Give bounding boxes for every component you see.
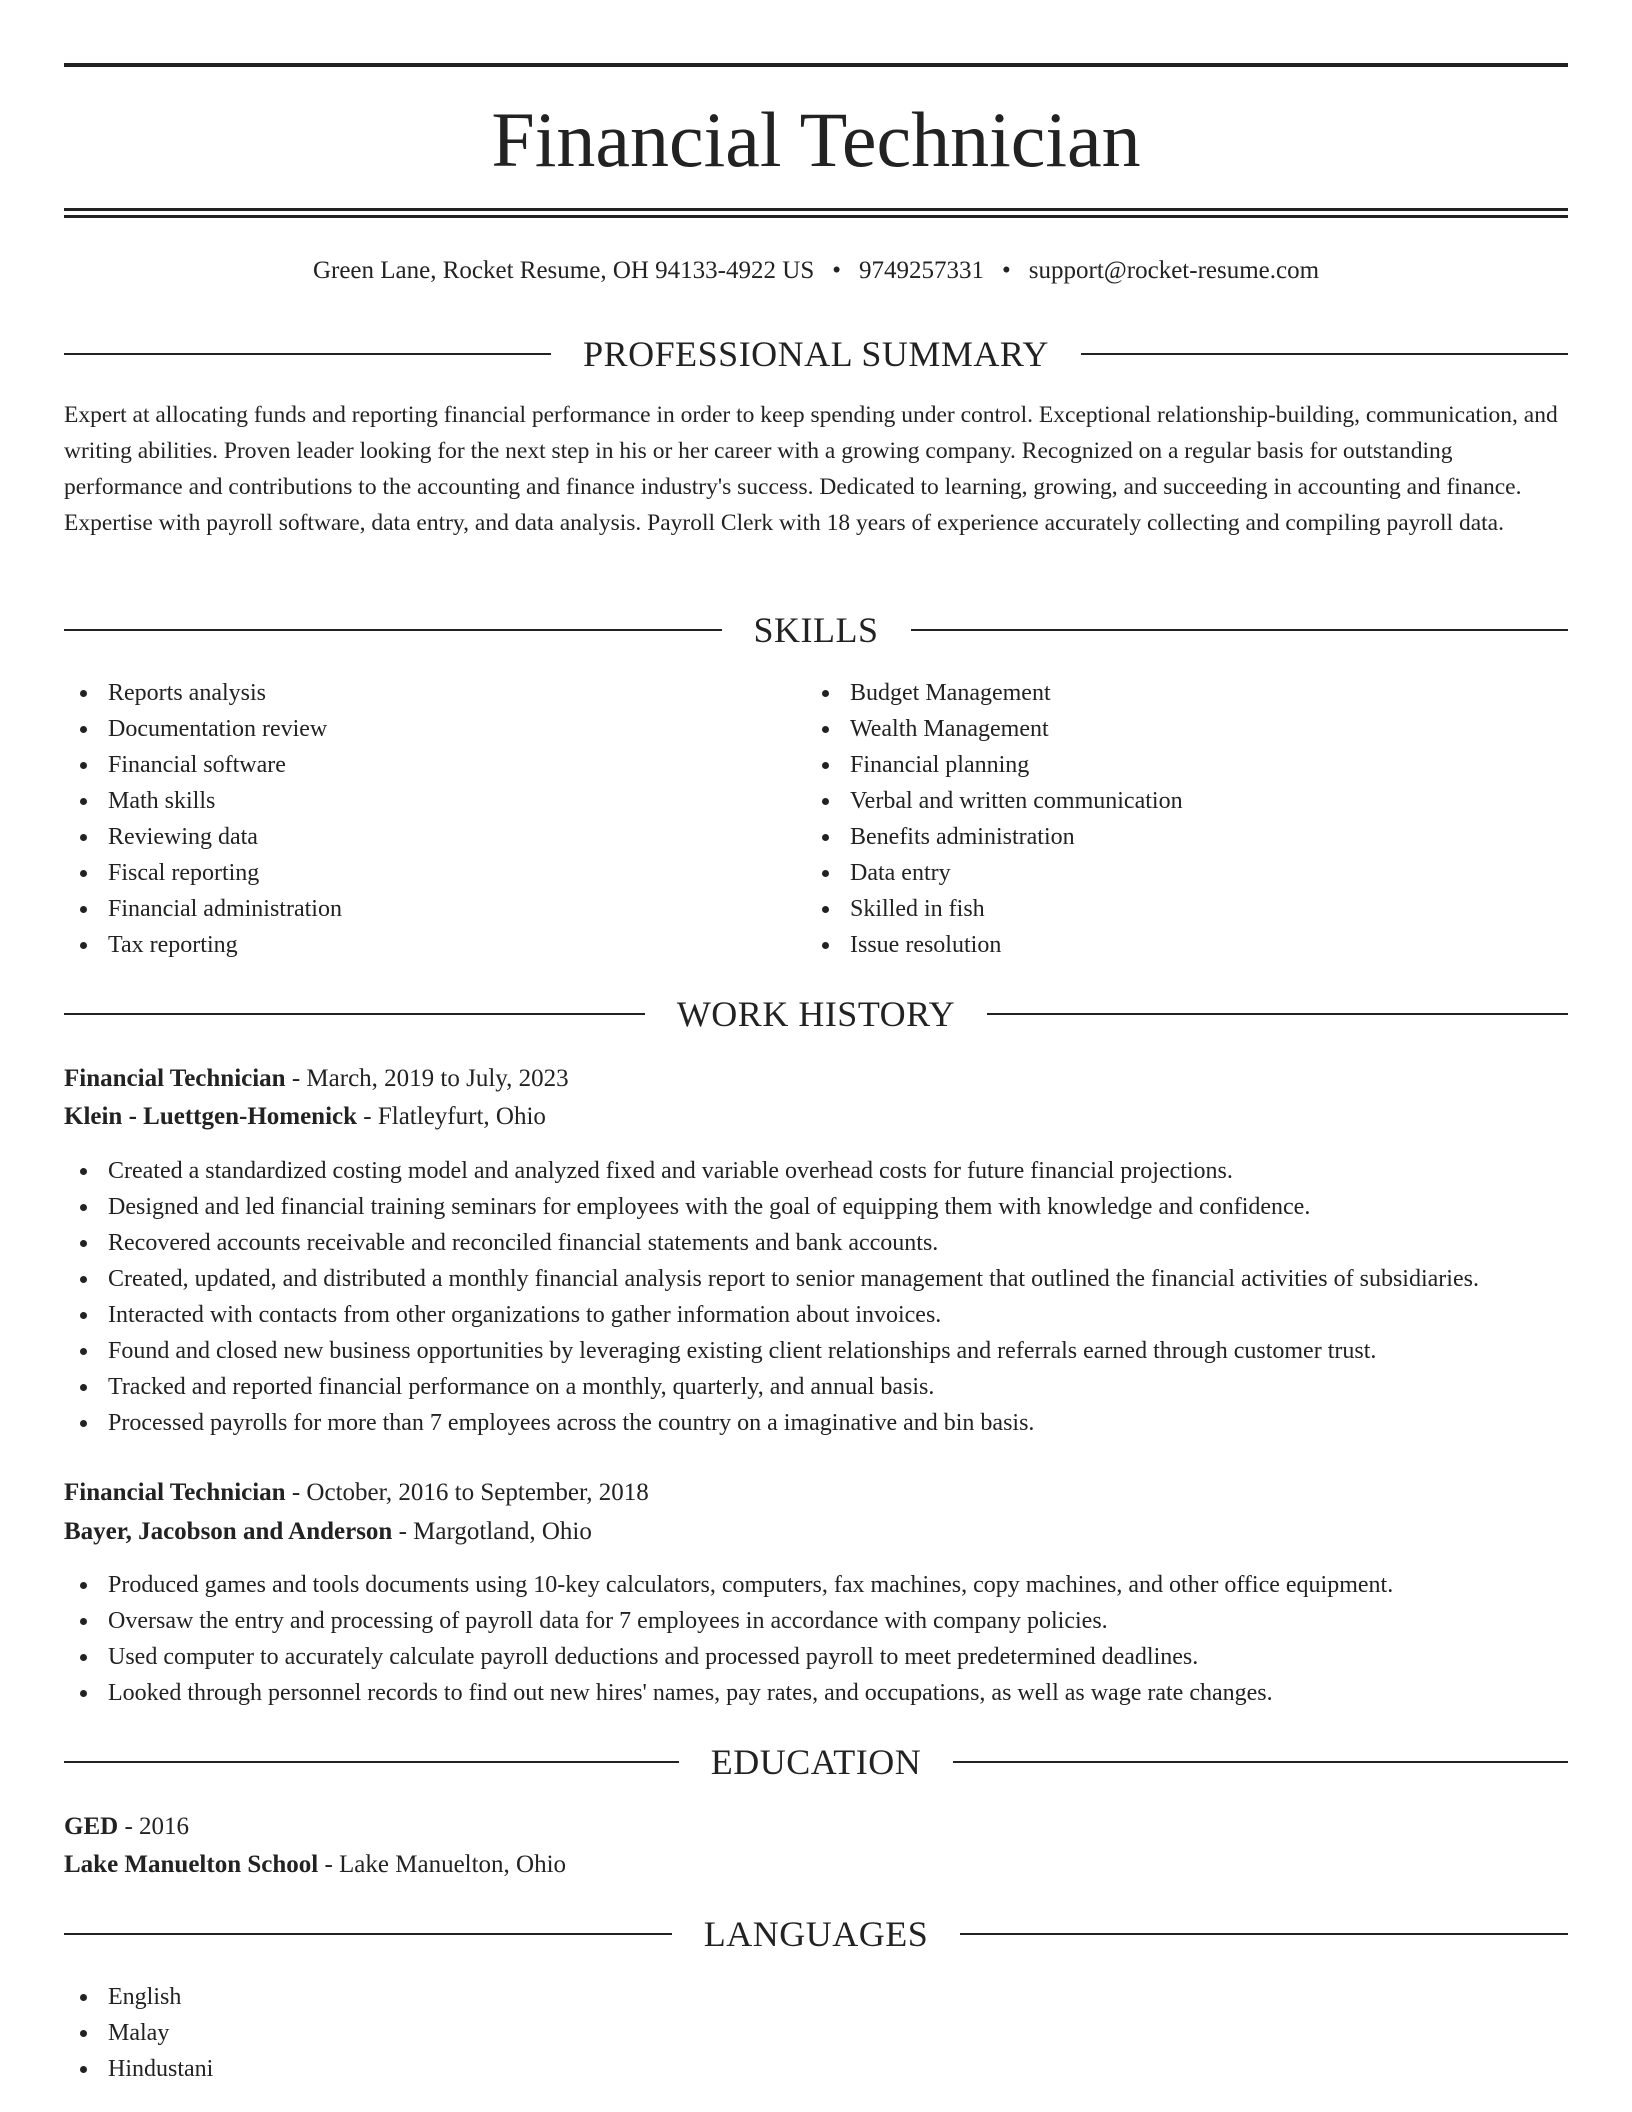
contact-separator: • — [1002, 257, 1011, 284]
job-company: Klein - Luettgen-Homenick — [64, 1103, 358, 1130]
job-bullet: Processed payrolls for more than 7 employees across the country on a imaginative and bin basis. — [64, 1405, 1568, 1441]
languages-title: LANGUAGES — [703, 1914, 929, 1954]
heading-rule-right — [960, 1933, 1568, 1935]
heading-rule-left — [64, 629, 722, 631]
education-degree: GED — [64, 1813, 119, 1840]
contact-phone: 9749257331 — [859, 257, 984, 284]
education-school: Lake Manuelton School — [64, 1851, 319, 1878]
education-title: EDUCATION — [710, 1742, 922, 1782]
skills-heading — [64, 606, 1568, 654]
job-title-line — [64, 1474, 1568, 1512]
job-bullet: Oversaw the entry and processing of payroll data for 7 employees in accordance with company policies. — [64, 1603, 1568, 1639]
skill-item: Reviewing data — [64, 819, 342, 855]
languages-heading — [64, 1910, 1568, 1958]
contact-address: Green Lane, Rocket Resume, OH 94133-4922 US — [312, 257, 815, 284]
top-rule — [64, 63, 1568, 67]
skill-item: Financial software — [64, 747, 342, 783]
languages-list — [64, 1979, 1568, 2087]
contact-line — [64, 253, 1568, 289]
skill-item: Issue resolution — [806, 927, 1183, 963]
work-title: WORK HISTORY — [676, 994, 956, 1034]
heading-rule-left — [64, 1013, 645, 1015]
job-bullet: Tracked and reported financial performance on a monthly, quarterly, and annual basis. — [64, 1369, 1568, 1405]
heading-rule-right — [953, 1761, 1568, 1763]
heading-rule-right — [911, 629, 1569, 631]
skills-list-right — [806, 675, 1183, 963]
job-bullet: Designed and led financial training seminars for employees with the goal of equipping them with knowledge and confidence. — [64, 1189, 1568, 1225]
skill-item: Skilled in fish — [806, 891, 1183, 927]
job-location: - Flatleyfurt, Ohio — [357, 1103, 546, 1130]
job-bullets — [64, 1567, 1568, 1711]
summary-title: PROFESSIONAL SUMMARY — [583, 334, 1049, 374]
education-location: - Lake Manuelton, Ohio — [318, 1851, 567, 1878]
job-bullet: Produced games and tools documents using 10-key calculators, computers, fax machines, copy machines, and other office equipment. — [64, 1567, 1568, 1603]
skill-item: Budget Management — [806, 675, 1183, 711]
skill-item: Documentation review — [64, 711, 342, 747]
job-bullet: Looked through personnel records to find out new hires' names, pay rates, and occupations, as well as wage rate changes. — [64, 1675, 1568, 1711]
skill-item: Financial planning — [806, 747, 1183, 783]
job-company-line — [64, 1513, 1568, 1551]
job-bullet: Used computer to accurately calculate payroll deductions and processed payroll to meet predetermined deadlines. — [64, 1639, 1568, 1675]
job-title: Financial Technician — [64, 1479, 286, 1506]
job-title: Financial Technician — [64, 1065, 286, 1092]
skill-item: Financial administration — [64, 891, 342, 927]
job-bullet: Found and closed new business opportunities by leveraging existing client relationships and referrals earned through customer trust. — [64, 1333, 1568, 1369]
work-heading — [64, 990, 1568, 1038]
education-school-line — [64, 1846, 1568, 1884]
skill-item: Reports analysis — [64, 675, 342, 711]
language-item: English — [64, 1979, 1568, 2015]
skills-list-left — [64, 675, 342, 963]
job-bullet: Created a standardized costing model and analyzed fixed and variable overhead costs for future financial projections. — [64, 1153, 1568, 1189]
education-degree-line — [64, 1808, 1568, 1846]
skill-item: Math skills — [64, 783, 342, 819]
heading-rule-right — [1081, 353, 1568, 355]
heading-rule-left — [64, 1761, 679, 1763]
job-bullets — [64, 1153, 1568, 1441]
contact-email[interactable]: support@rocket-resume.com — [1028, 257, 1320, 284]
skill-item: Tax reporting — [64, 927, 342, 963]
heading-rule-right — [987, 1013, 1568, 1015]
job-title-line — [64, 1060, 1568, 1098]
skill-item: Data entry — [806, 855, 1183, 891]
contact-separator: • — [832, 257, 841, 284]
skill-item: Benefits administration — [806, 819, 1183, 855]
job-company-line — [64, 1098, 1568, 1136]
job-bullet: Interacted with contacts from other organizations to gather information about invoices. — [64, 1297, 1568, 1333]
job-location: - Margotland, Ohio — [392, 1518, 592, 1545]
job-bullet: Created, updated, and distributed a monthly financial analysis report to senior management that outlined the financial activities of subsidiaries. — [64, 1261, 1568, 1297]
skill-item: Wealth Management — [806, 711, 1183, 747]
job-dates: - October, 2016 to September, 2018 — [285, 1479, 649, 1506]
resume-name: Financial Technician — [491, 96, 1141, 183]
skill-item: Fiscal reporting — [64, 855, 342, 891]
job-bullet: Recovered accounts receivable and reconciled financial statements and bank accounts. — [64, 1225, 1568, 1261]
language-item: Malay — [64, 2015, 1568, 2051]
skills-title: SKILLS — [753, 610, 879, 650]
job-dates: - March, 2019 to July, 2023 — [285, 1065, 569, 1092]
heading-rule-left — [64, 1933, 672, 1935]
education-heading — [64, 1738, 1568, 1786]
language-item: Hindustani — [64, 2051, 1568, 2087]
summary-heading — [64, 330, 1568, 378]
summary-text: Expert at allocating funds and reporting financial performance in order to keep spending under control. Exceptional relationship-building, communication, and writing abilities. Proven leader looking for the next step in his or her career with a growing company. Recognized on a regular basis for outstanding performance and contributions to the accounting and finance industry's success. Dedicated to learning, growing, and succeeding in accounting and finance. Expertise with payroll software, data entry, and data analysis. Payroll Clerk with 18 years of experience accurately collecting and compiling payroll data. — [64, 402, 1558, 536]
job-company: Bayer, Jacobson and Anderson — [64, 1518, 393, 1545]
double-rule — [64, 208, 1568, 218]
education-year: - 2016 — [118, 1813, 190, 1840]
heading-rule-left — [64, 353, 551, 355]
skill-item: Verbal and written communication — [806, 783, 1183, 819]
